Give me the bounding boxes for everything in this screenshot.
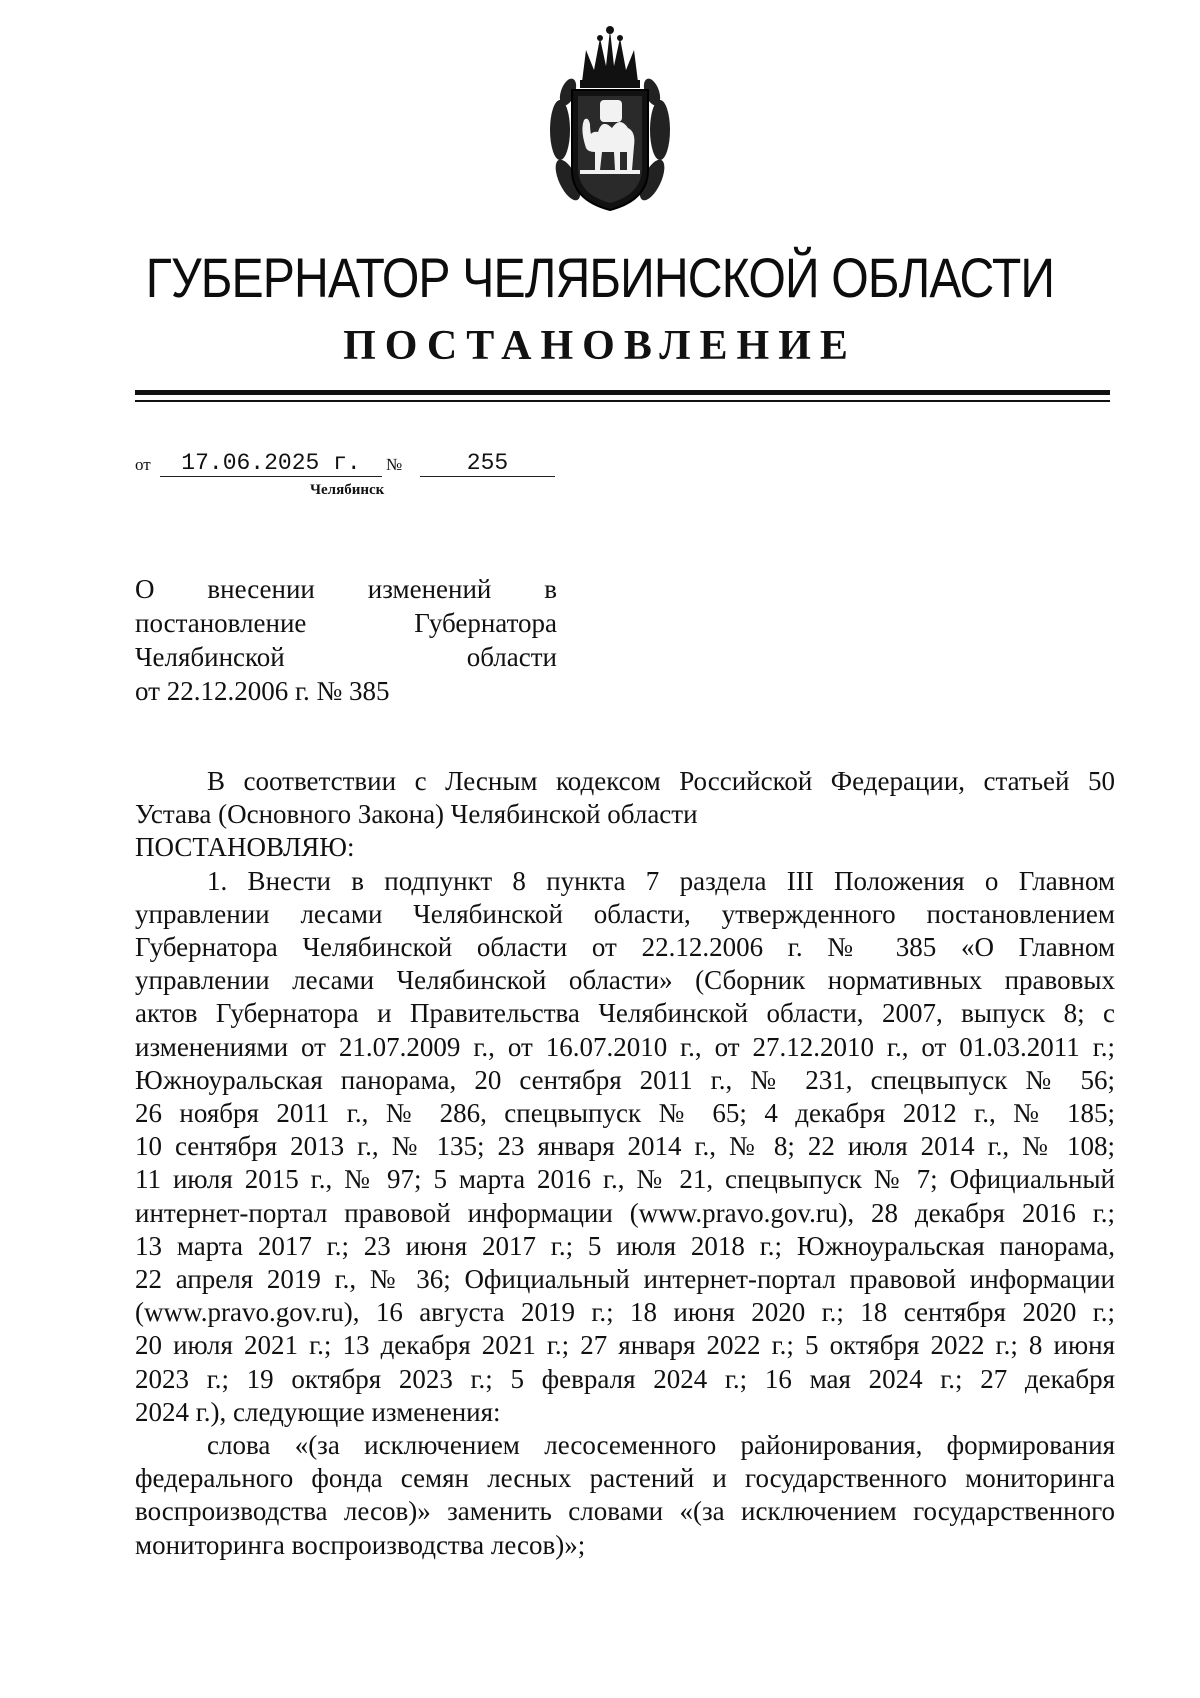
coat-of-arms-icon xyxy=(540,20,680,215)
item-line: актов Губернатора и Правительства Челябинской области, 2007, выпуск 8; с xyxy=(135,998,1115,1029)
document-number: 255 xyxy=(420,450,555,477)
item-line: Южноуральская панорама, 20 сентября 2011 г., № 231, спецвыпуск № 56; xyxy=(135,1064,1115,1095)
item-line: 10 сентября 2013 г., № 135; 23 января 2014 г., № 8; 22 июля 2014 г., № 108; xyxy=(135,1131,1115,1162)
item-line: 2023 г.; 19 октября 2023 г.; 5 февраля 2024 г.; 16 мая 2024 г.; 27 декабря xyxy=(135,1363,1115,1394)
item-line: управлении лесами Челябинской области» (Сборник нормативных правовых xyxy=(135,965,1115,996)
document-subject xyxy=(135,572,557,708)
item-line: 13 марта 2017 г.; 23 июня 2017 г.; 5 июля 2018 г.; Южноуральская панорама, xyxy=(135,1230,1115,1261)
subject-line: Челябинской области xyxy=(135,642,557,672)
item-line: 2024 г.), следующие изменения: xyxy=(135,1396,501,1427)
item-line: 11 июля 2015 г., № 97; 5 марта 2016 г., № 21, спецвыпуск № 7; Официальный xyxy=(135,1164,1115,1195)
change-line: воспроизводства лесов)» заменить словами «(за исключением государственного xyxy=(135,1496,1115,1527)
item-line: интернет-портал правовой информации (www.pravo.gov.ru), 28 декабря 2016 г.; xyxy=(135,1197,1115,1228)
number-sign-label: № xyxy=(386,455,403,474)
item-line: 20 июля 2021 г.; 13 декабря 2021 г.; 27 января 2022 г.; 5 октября 2022 г.; 8 июня xyxy=(135,1330,1115,1361)
item-line: изменениями от 21.07.2009 г., от 16.07.2010 г., от 27.12.2010 г., от 01.03.2011 г.; xyxy=(135,1031,1115,1062)
preamble-line: Устава (Основного Закона) Челябинской области xyxy=(135,799,698,830)
subject-line: О внесении изменений в xyxy=(135,574,557,604)
document-type: ПОСТАНОВЛЕНИЕ xyxy=(343,323,857,369)
document-body xyxy=(135,765,1115,1562)
city-name: Челябинск xyxy=(310,482,385,498)
item-line: 22 апреля 2019 г., № 36; Официальный интернет-портал правовой информации xyxy=(135,1264,1115,1295)
header-rule-thick xyxy=(135,390,1110,395)
change-line: мониторинга воспроизводства лесов)»; xyxy=(135,1529,586,1560)
item-line: управлении лесами Челябинской области, утвержденного постановлением xyxy=(135,898,1115,929)
date-prefix-label: от xyxy=(135,455,151,474)
preamble-line: В соответствии с Лесным кодексом Российской Федерации, статьей 50 xyxy=(207,766,1115,796)
subject-line: постановление Губернатора xyxy=(135,608,557,638)
item-line: 1. Внести в подпункт 8 пункта 7 раздела III Положения о Главном xyxy=(207,865,1115,896)
change-line: слова «(за исключением лесосеменного районирования, формирования xyxy=(207,1430,1115,1461)
authority-title: ГУБЕРНАТОР ЧЕЛЯБИНСКОЙ ОБЛАСТИ xyxy=(145,246,1055,309)
item-line: (www.pravo.gov.ru), 16 августа 2019 г.; 18 июня 2020 г.; 18 сентября 2020 г.; xyxy=(135,1297,1115,1328)
item-line: Губернатора Челябинской области от 22.12.2006 г. № 385 «О Главном xyxy=(135,932,1115,963)
item-line: 26 ноября 2011 г., № 286, спецвыпуск № 65; 4 декабря 2012 г., № 185; xyxy=(135,1098,1115,1129)
change-line: федерального фонда семян лесных растений и государственного мониторинга xyxy=(135,1463,1115,1494)
subject-line: от 22.12.2006 г. № 385 xyxy=(135,676,390,706)
header-rule-thin xyxy=(135,400,1110,402)
document-date: 17.06.2025 г. xyxy=(160,450,382,477)
decree-word: ПОСТАНОВЛЯЮ: xyxy=(135,832,355,863)
